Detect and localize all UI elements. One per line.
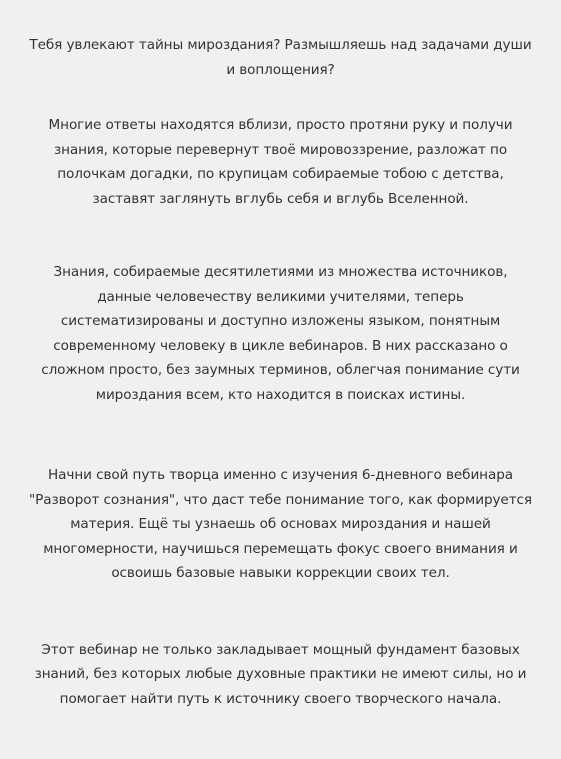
text-line: материя. Ещё ты узнаешь об основах мироздания и нашей (70, 516, 491, 532)
text-line: знания, которые перевернут твоё мировоззрение, разложат по (53, 141, 508, 158)
text-line: данные человечеству великими учителями, теперь (97, 288, 464, 305)
text-line: систематизированы и доступно изложены языком, понятным (60, 313, 501, 329)
text-line: Этот вебинар не только закладывает мощный фундамент базовых (41, 641, 520, 658)
paragraph-webinar-start (15, 463, 547, 586)
text-line: "Разворот сознания", что даст тебе понимание того, как формируется (29, 491, 532, 508)
text-line: и воплощения? (226, 61, 335, 78)
text-line: Тебя увлекают тайны мироздания? Размышляешь над задачами души (29, 37, 532, 53)
text-line: знаний, без которых любые духовные практики не имеют силы, но и (34, 666, 527, 682)
text-line: современному человеку в цикле вебинаров. В них рассказано о (53, 337, 508, 354)
text-line: Многие ответы находятся вблизи, просто протяни руку и получи (48, 117, 513, 133)
text-line: полочкам догадки, по крупицам собираемые тобою с детства, (57, 166, 504, 182)
article-content (0, 33, 561, 711)
paragraph-knowledge (15, 260, 547, 407)
text-line: помогает найти путь к источнику своего творческого начала. (59, 690, 502, 707)
paragraph-intro (15, 33, 547, 82)
text-line: мироздания всем, кто находится в поисках истины. (95, 386, 466, 403)
text-line: освоишь базовые навыки коррекции своих тел. (111, 565, 450, 581)
text-line: Начни свой путь творца именно с изучения 6-дневного вебинара (48, 467, 513, 483)
paragraph-answers (15, 113, 547, 211)
text-line: сложном просто, без заумных терминов, облегчая понимание сути (41, 362, 520, 378)
text-line: Знания, собираемые десятилетиями из множества источников, (53, 264, 508, 280)
text-line: заставят заглянуть вглубь себя и вглубь Вселенной. (92, 190, 469, 207)
paragraph-foundation (15, 638, 547, 712)
text-line: многомерности, научишься перемещать фокус своего внимания и (43, 540, 518, 557)
